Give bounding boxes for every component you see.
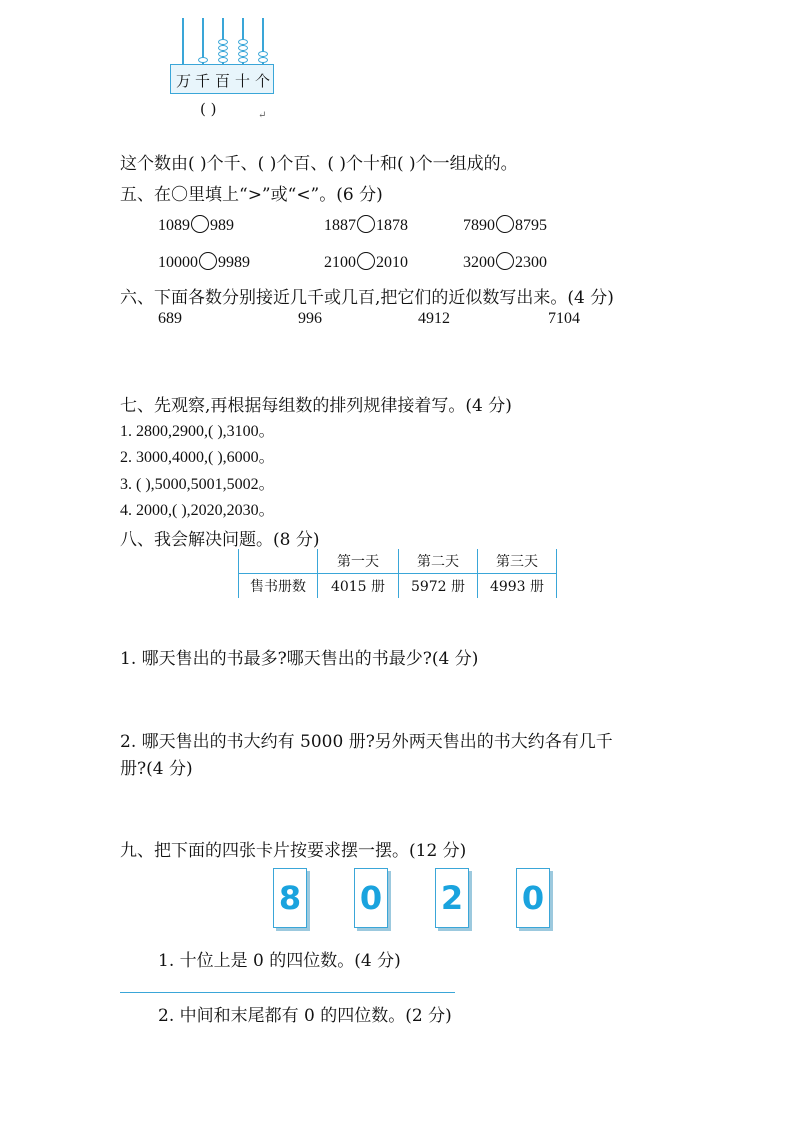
compare-circle[interactable] xyxy=(199,252,217,270)
digit-card[interactable]: 2 xyxy=(435,868,469,928)
answer-line xyxy=(120,992,455,993)
problem-9-2: 2. 中间和末尾都有 0 的四位数。(2 分) xyxy=(158,1006,452,1026)
abacus-bead xyxy=(198,57,208,63)
abacus-label: 个 xyxy=(255,72,271,90)
compare-circle[interactable] xyxy=(496,215,514,233)
approx-number: 689 xyxy=(158,310,182,327)
table-cell: 4993 册 xyxy=(478,574,557,599)
compare-item: 1089 989 xyxy=(158,217,234,234)
section-5-title: 五、在〇里填上“>”或“<”。(6 分) xyxy=(120,185,383,205)
approx-number: 996 xyxy=(298,310,322,327)
section-7-title: 七、先观察,再根据每组数的排列规律接着写。(4 分) xyxy=(120,396,512,416)
compare-item: 7890 8795 xyxy=(463,217,547,234)
table-header-row xyxy=(239,549,557,574)
book-sales-table xyxy=(238,549,557,598)
compare-circle[interactable] xyxy=(357,252,375,270)
compare-circle[interactable] xyxy=(191,215,209,233)
compare-circle[interactable] xyxy=(357,215,375,233)
abacus-bead xyxy=(218,57,228,63)
sequence-item: 1. 2800,2900,( ),3100。 xyxy=(120,423,275,440)
problem-8-2-line1: 2. 哪天售出的书大约有 5000 册?另外两天售出的书大约各有几千 xyxy=(120,732,613,752)
compare-item: 10000 9989 xyxy=(158,254,250,271)
sequence-item: 4. 2000,( ),2020,2030。 xyxy=(120,502,275,519)
section-8-title: 八、我会解决问题。(8 分) xyxy=(120,530,320,550)
approx-number: 4912 xyxy=(418,310,450,327)
problem-9-1: 1. 十位上是 0 的四位数。(4 分) xyxy=(158,951,401,971)
table-row-label: 售书册数 xyxy=(239,574,318,599)
abacus-answer-blank[interactable]: ( ) xyxy=(200,100,217,118)
abacus-label: 百 xyxy=(215,72,231,90)
abacus-rod xyxy=(182,18,184,64)
digit-card[interactable]: 8 xyxy=(273,868,307,928)
table-header-cell: 第二天 xyxy=(399,549,478,574)
table-cell: 4015 册 xyxy=(318,574,399,599)
abacus-figure xyxy=(170,18,280,118)
compare-item: 3200 2300 xyxy=(463,254,547,271)
return-mark: ↵ xyxy=(258,110,267,121)
abacus-label: 万 xyxy=(176,72,192,90)
compare-item: 1887 1878 xyxy=(324,217,408,234)
table-cell: 5972 册 xyxy=(399,574,478,599)
compare-circle[interactable] xyxy=(496,252,514,270)
abacus-bead xyxy=(238,57,248,63)
abacus-label: 十 xyxy=(235,72,251,90)
table-header-cell: 第三天 xyxy=(478,549,557,574)
place-value-question: 这个数由( )个千、( )个百、( )个十和( )个一组成的。 xyxy=(120,154,518,174)
problem-8-1: 1. 哪天售出的书最多?哪天售出的书最少?(4 分) xyxy=(120,649,479,669)
section-9-title: 九、把下面的四张卡片按要求摆一摆。(12 分) xyxy=(120,841,467,861)
abacus-bead xyxy=(258,57,268,63)
compare-item: 2100 2010 xyxy=(324,254,408,271)
table-row xyxy=(239,574,557,599)
table-header-cell: 第一天 xyxy=(318,549,399,574)
problem-8-2-line2: 册?(4 分) xyxy=(120,759,193,779)
digit-card[interactable]: 0 xyxy=(354,868,388,928)
section-6-title: 六、下面各数分别接近几千或几百,把它们的近似数写出来。(4 分) xyxy=(120,288,614,308)
abacus-frame xyxy=(170,64,274,94)
sequence-item: 3. ( ),5000,5001,5002。 xyxy=(120,476,275,493)
approx-number: 7104 xyxy=(548,310,580,327)
digit-card[interactable]: 0 xyxy=(516,868,550,928)
table-header-cell xyxy=(239,549,318,574)
sequence-item: 2. 3000,4000,( ),6000。 xyxy=(120,449,275,466)
abacus-label: 千 xyxy=(195,72,211,90)
